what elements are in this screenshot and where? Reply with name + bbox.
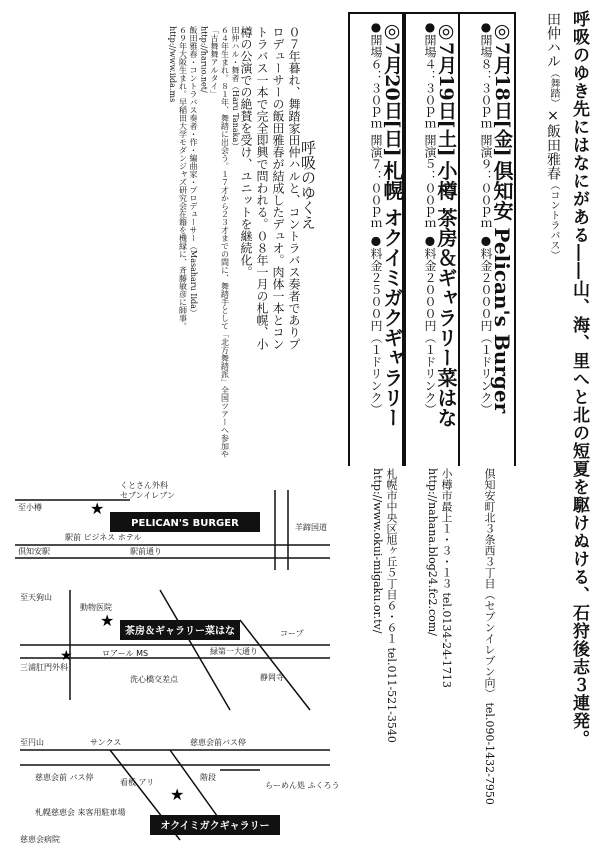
map-label: 階段: [200, 773, 216, 782]
bio-line: ６４年生まれ。８１年、舞踏に出会う。１７才から２３才までの間に、舞踏手として「北方舞踏派」全国ツアーへ参加や「古舞舞アルタイ」: [210, 26, 230, 458]
unit-title: 呼吸のゆくえ: [299, 140, 317, 230]
event-2-address: 小樽市最上１・３・１３: [440, 468, 453, 589]
x-mark: ×: [545, 108, 561, 124]
event-2-venue: 小樽 茶房＆ギャラリー菜はな: [434, 160, 458, 428]
bio-line[interactable]: http://haruo.net/: [199, 26, 209, 93]
event-1-content: [478, 20, 514, 460]
bio-line: 田仲ハル・舞者（Haru Tanaka）: [231, 26, 240, 151]
performer-2: 飯田雅春: [545, 124, 561, 180]
bio-block: [10, 26, 240, 466]
pelican-venue-box: [110, 512, 260, 532]
map-label: ロアール MS: [102, 649, 149, 658]
headline: 呼吸のゆき先にはなにがある――山、海、里へと北の短夏を駆けぬける、石狩後志３連発。: [569, 10, 589, 748]
event-panel-sapporo: [348, 12, 406, 466]
map-label: らーめん処 ふくろう: [265, 781, 340, 790]
map-label: 三浦肛門外科: [20, 663, 68, 672]
credits: [544, 12, 562, 312]
event-1-address-block: [482, 468, 496, 848]
star-icon-otaru: ★: [60, 648, 73, 664]
star-icon-nahana: ★: [100, 611, 115, 630]
star-icon-okui: ★: [170, 785, 185, 804]
map-label: 駅前 ビジネス ホテル: [65, 533, 142, 542]
map-label: くとさん外科: [120, 481, 168, 490]
nahana-venue-box: [120, 620, 240, 640]
event-2-address-block: [425, 468, 453, 768]
event-2-times: ●開場４：３０ｐｍ 開演５：００ｐｍ ●料金２０００円（１ドリンク）: [423, 20, 437, 416]
event-3-tel: tel.011-521-3540: [385, 647, 398, 743]
okui-venue-box: [150, 815, 280, 835]
bio-line[interactable]: http://www.iida.ms: [168, 26, 177, 103]
event-3-venue: 札幌 オクイミガクギャラリー: [380, 160, 404, 428]
performer-1: 田仲ハル: [545, 12, 561, 68]
event-3-address: 札幌市中央区旭ヶ丘５丁目６・６１: [385, 468, 398, 644]
map-label: 緑第一大通り: [210, 647, 258, 656]
event-panel-otaru: [402, 12, 460, 466]
map-label: セブンイレブン: [120, 491, 175, 500]
event-1-date: ◎7月18日[金]: [491, 20, 513, 157]
bio-line: 飯田雅春・コントラバス奏者・作・編曲家・プロデューサー（Masaharu Iida）: [189, 26, 198, 317]
map-label: サンクス: [90, 738, 122, 747]
map-label: コープ: [280, 629, 304, 638]
event-2-url[interactable]: http://nahana.blog24.fc2.com/: [426, 468, 439, 636]
map-label: 倶知安駅: [18, 547, 50, 556]
map-label: 羊蹄国道: [295, 523, 327, 532]
nahana-label: 茶房＆ギャラリー菜はな: [125, 626, 235, 637]
event-3-content: [368, 20, 404, 460]
event-3-date: ◎7月20日[日]: [381, 20, 403, 157]
role-2: （コントラバス）: [548, 180, 559, 260]
bio-line: ６９年大阪生まれ。早稲田大学モダンジャズ研究会在籍を機縁に、斉藤敏彦に師事。: [178, 26, 188, 330]
event-1-address: 倶知安町北３条西３丁目（セブンイレブン向）: [483, 468, 496, 699]
okui-label: オクイミガクギャラリー: [160, 821, 270, 832]
event-1-venue: 倶知安 Pelican's Burger: [490, 160, 514, 414]
map-label: 至小樽: [18, 503, 42, 512]
map-label: 札幌慈恵会 来客用駐車場: [35, 808, 126, 817]
map-label: 至円山: [20, 738, 44, 747]
event-panel-kutchan: [458, 12, 516, 466]
pelican-label: PELICAN'S BURGER: [131, 518, 239, 529]
event-2-tel: tel.0134-24-1713: [440, 592, 453, 688]
event-3-address-block: [370, 468, 398, 828]
map-label: 慈恵会病院: [20, 835, 60, 844]
map-label: 至天狗山: [20, 593, 52, 602]
map-label: 慈恵会前バス停: [190, 738, 246, 747]
star-icon-pelican: ★: [90, 499, 105, 518]
description: ０７年暮れ、舞踏家田仲ハルと、コントラバス奏者でありプロデューサーの飯田雅春が結成したデュオ。肉体一本とコントラバス一本で完全即興で問われる。０８年一月の札幌、小樽の公演での絶賛を受け、ユニットを継続化。: [239, 26, 301, 350]
map-label: 看板 アリ: [120, 778, 155, 787]
event-1-tel: tel.090-1432-7950: [483, 702, 496, 805]
map-label: 慈恵会前 バス停: [35, 773, 94, 782]
event-2-date: ◎7月19日[土]: [435, 20, 457, 157]
venue-map: [10, 470, 340, 845]
event-2-content: [422, 20, 458, 460]
event-3-times: ●開場６：３０ｐｍ 開演７：００ｐｍ ●料金２５００円（１ドリンク）: [369, 20, 383, 416]
event-3-url[interactable]: http://www.okui-migaku.or.tv/: [371, 468, 384, 634]
map-label: 静岡寺: [260, 673, 284, 682]
map-label: 動物医院: [80, 603, 112, 612]
map-label: 洗心橋交差点: [130, 675, 178, 684]
event-1-times: ●開場８：３０ｐｍ 開演９：００ｐｍ ●料金２０００円（１ドリンク）: [479, 20, 493, 416]
role-1: （舞踏）: [548, 68, 559, 108]
map-label: 駅前通り: [130, 547, 162, 556]
